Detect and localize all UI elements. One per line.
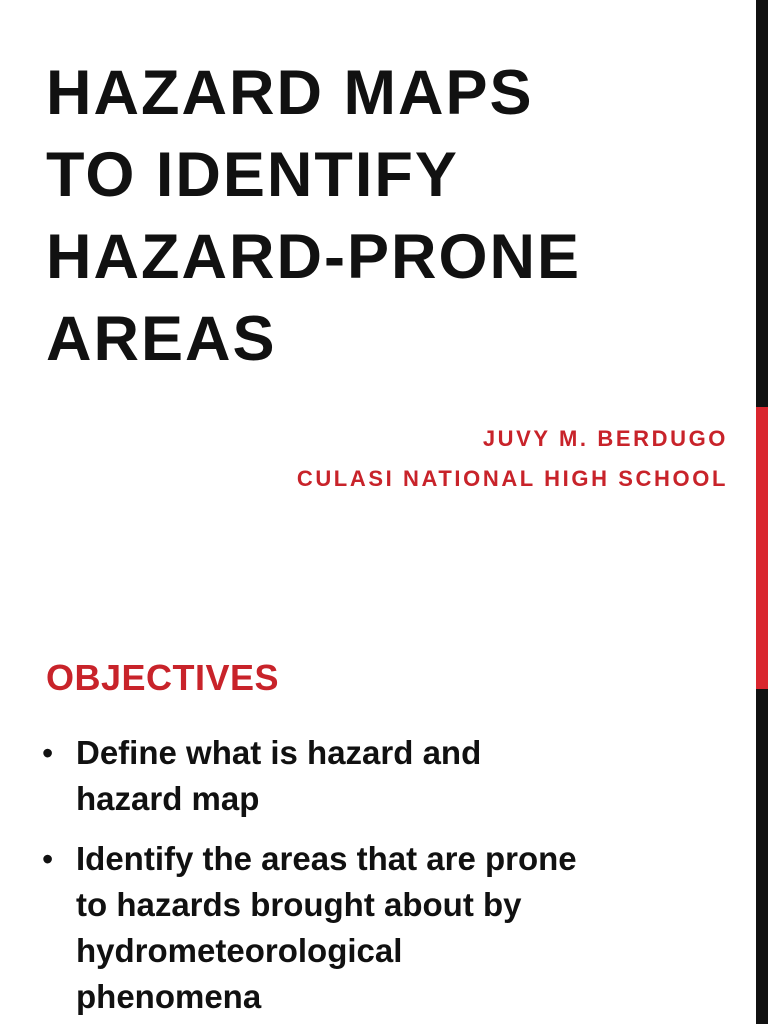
slide-title [46, 52, 746, 380]
objective-line: to hazards brought about by [76, 886, 522, 923]
objective-line: Define what is hazard and [76, 734, 482, 771]
school-name: CULASI NATIONAL HIGH SCHOOL [296, 466, 728, 491]
edge-accent-bar-red [756, 407, 768, 689]
bullet-icon: • [42, 841, 54, 877]
title-line: AREAS [46, 304, 277, 374]
bullet-icon: • [42, 735, 54, 771]
objective-text [76, 730, 728, 822]
objective-line: phenomena [76, 978, 262, 1015]
title-line: HAZARD MAPS [46, 58, 534, 128]
title-line: TO IDENTIFY [46, 140, 459, 210]
objective-text [76, 836, 728, 1020]
edge-accent-bar-top [756, 0, 768, 407]
objectives-list [28, 730, 728, 1024]
author-name: JUVY M. BERDUGO [482, 426, 728, 451]
objective-line: Identify the areas that are prone [76, 840, 577, 877]
objectives-heading: OBJECTIVES [46, 657, 280, 698]
list-item [28, 730, 728, 822]
objective-line: hazard map [76, 780, 260, 817]
edge-accent-bar-bottom [756, 689, 768, 1024]
author-block [297, 419, 728, 499]
list-item [28, 836, 728, 1020]
objective-line: hydrometeorological [76, 932, 403, 969]
title-line: HAZARD-PRONE [46, 222, 581, 292]
